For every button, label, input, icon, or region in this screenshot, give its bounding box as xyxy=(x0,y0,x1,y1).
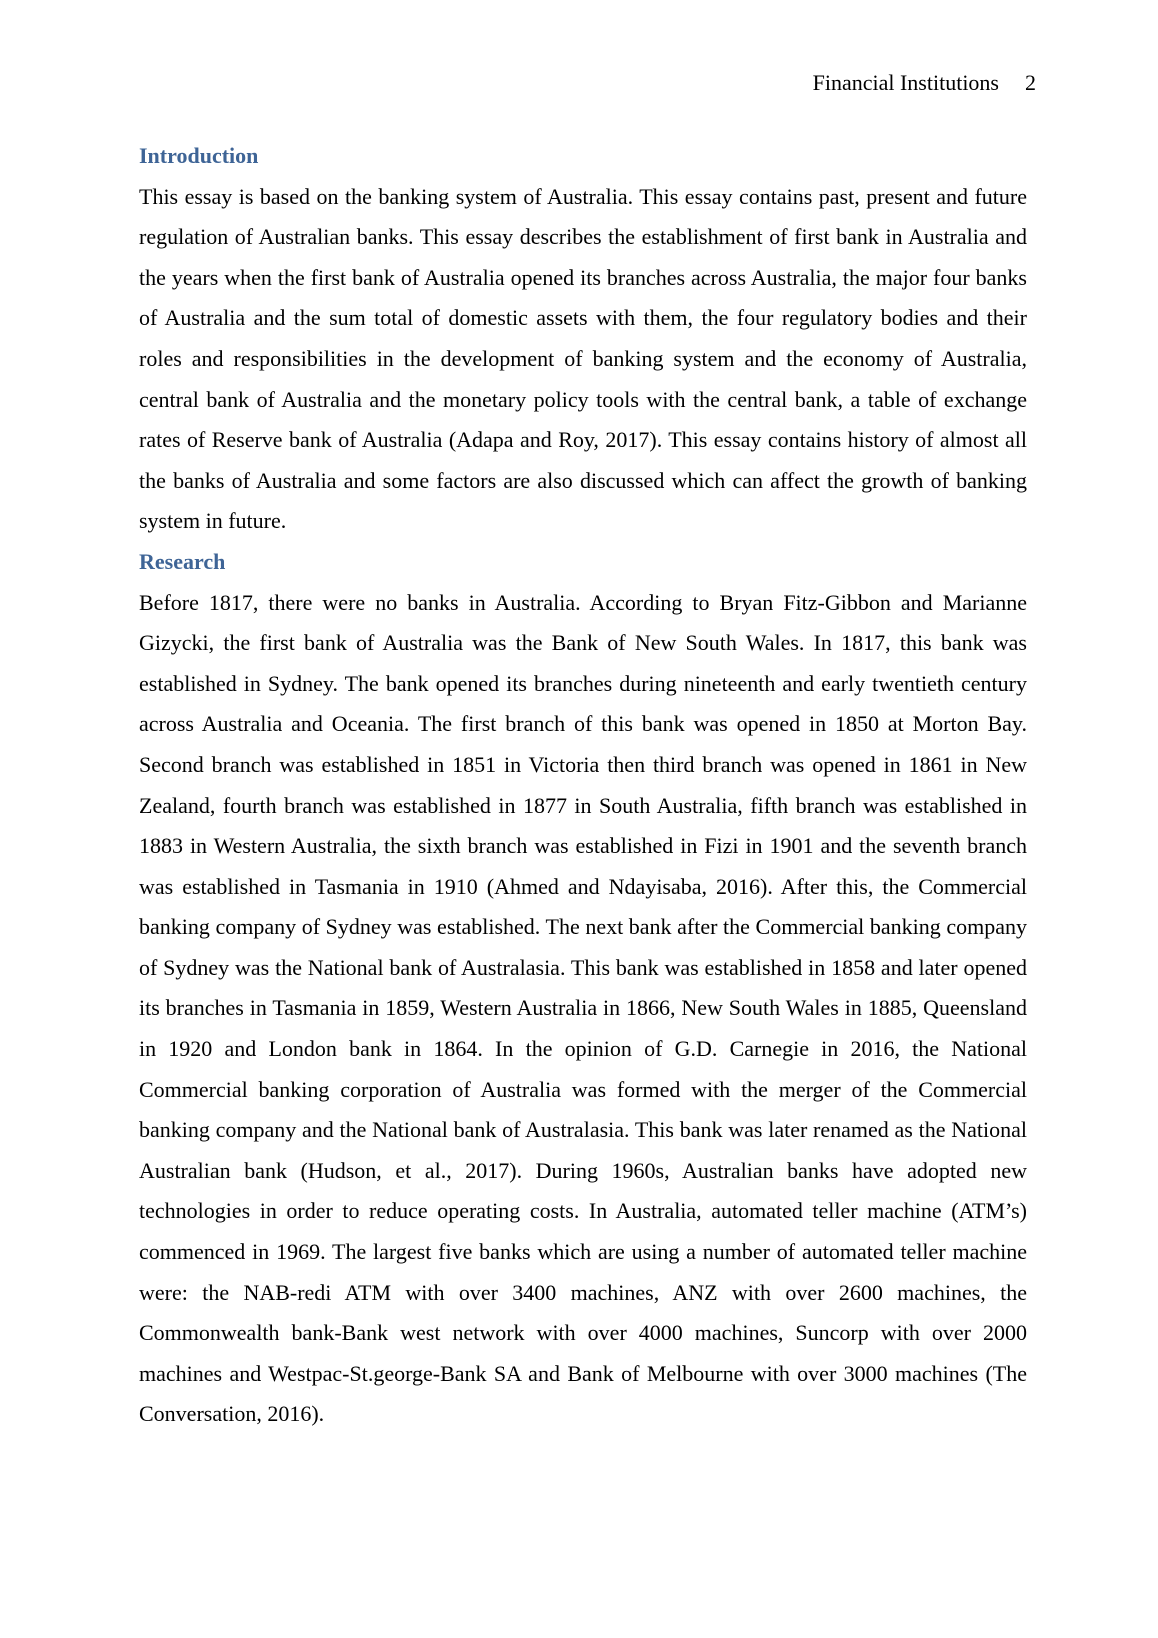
research-heading: Research xyxy=(139,548,226,574)
introduction-paragraph: This essay is based on the banking system of Australia. This essay contains past, present and future regulation of Australian banks. This essay describes the establishment of first bank in Australia and the years when the first bank of Australia opened its branches across Australia, the major four banks of Australia and the sum total of domestic assets with them, the four regulatory bodies and their roles and responsibilities in the development of banking system and the economy of Australia, central bank of Australia and the monetary policy tools with the central bank, a table of exchange rates of Reserve bank of Australia (Adapa and Roy, 2017). This essay contains history of almost all the banks of Australia and some factors are also discussed which can affect the growth of banking system in future. xyxy=(139,183,1027,534)
document-body xyxy=(139,136,1027,1435)
introduction-heading: Introduction xyxy=(139,143,259,168)
research-paragraph: Before 1817, there were no banks in Australia. According to Bryan Fitz-Gibbon and Marianne Gizycki, the first bank of Australia was the Bank of New South Wales. In 1817, this bank was established in Sydney. The bank opened its branches during nineteenth and early twentieth century across Australia and Oceania. The first branch of this bank was opened in 1850 at Morton Bay. Second branch was established in 1851 in Victoria then third branch was opened in 1861 in New Zealand, fourth branch was established in 1877 in South Australia, fifth branch was established in 1883 in Western Australia, the sixth branch was established in Fizi in 1901 and the seventh branch was established in Tasmania in 1910 (Ahmed and Ndayisaba, 2016). After this, the Commercial banking company of Sydney was established. The next bank after the Commercial banking company of Sydney was the National bank of Australasia. This bank was established in 1858 and later opened its branches in Tasmania in 1859, Western Australia in 1866, New South Wales in 1885, Queensland in 1920 and London bank in 1864. In the opinion of G.D. Carnegie in 2016, the National Commercial banking corporation of Australia was formed with the merger of the Commercial banking company and the National bank of Australasia. This bank was later renamed as the National Australian bank (Hudson, et al., 2017). During 1960s, Australian banks have adopted new technologies in order to reduce operating costs. In Australia, automated teller machine (ATM’s) commenced in 1969. The largest five banks which are using a number of automated teller machine were: the NAB-redi ATM with over 3400 machines, ANZ with over 2600 machines, the Commonwealth bank-Bank west network with over 4000 machines, Suncorp with over 2000 machines and Westpac-St.george-Bank SA and Bank of Melbourne with over 3000 machines (The Conversation, 2016). xyxy=(139,589,1027,1427)
header-title: Financial Institutions xyxy=(812,70,999,95)
page-number: 2 xyxy=(1025,70,1036,95)
running-header xyxy=(813,68,1036,98)
